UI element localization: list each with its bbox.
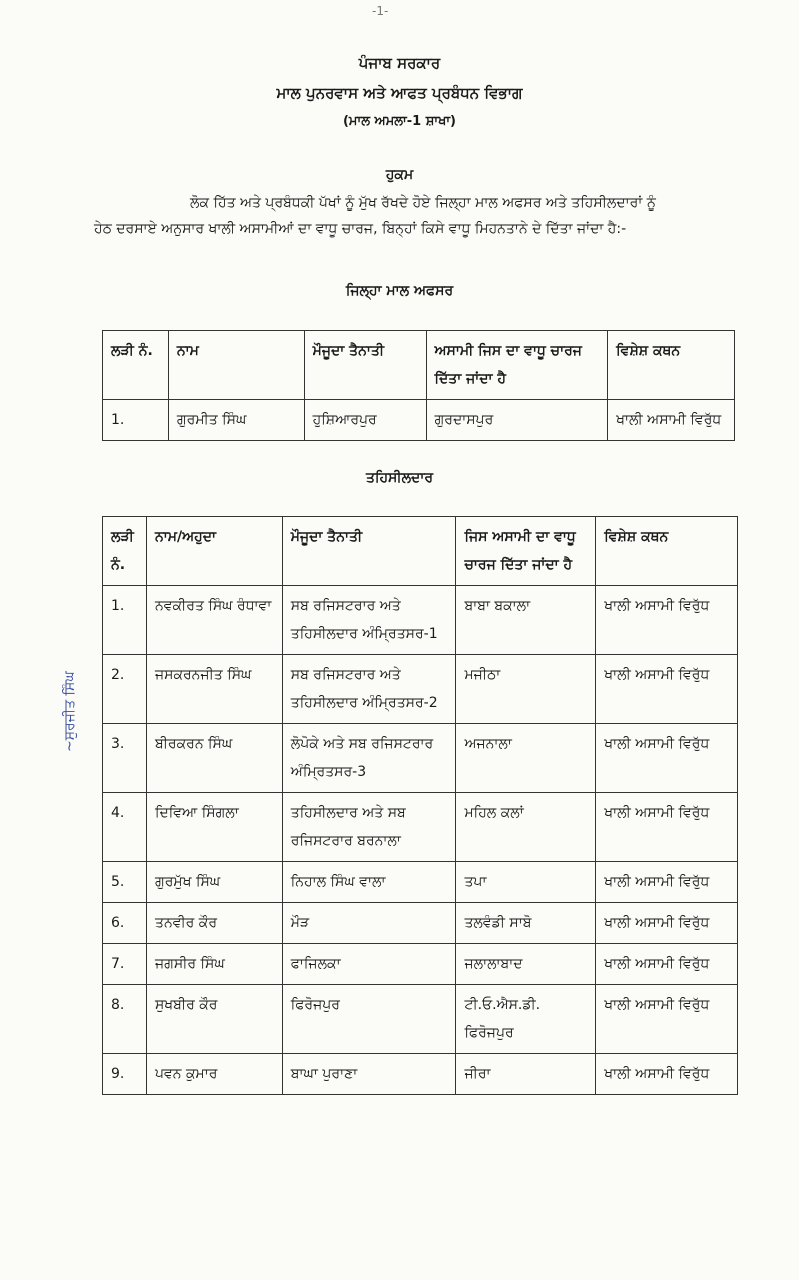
table-cell: 3. [103,724,147,793]
table-cell: ਸਬ ਰਜਿਸਟਰਾਰ ਅਤੇ ਤਹਿਸੀਲਦਾਰ ਅੰਮ੍ਰਿਤਸਰ-2 [282,655,456,724]
header-branch: (ਮਾਲ ਅਮਲਾ-1 ਸ਼ਾਖਾ) [342,114,456,129]
table-cell: 1. [103,586,147,655]
table-cell: ਗੁਰਮੀਤ ਸਿੰਘ [168,400,304,441]
order-title: ਹੁਕਮ [385,167,414,183]
table-cell: ਪਵਨ ਕੁਮਾਰ [146,1054,282,1095]
col-current-posting: ਮੌਜੂਦਾ ਤੈਨਾਤੀ [282,517,456,586]
table-cell: ਖਾਲੀ ਅਸਾਮੀ ਵਿਰੁੱਧ [596,586,738,655]
table-cell: ਸਬ ਰਜਿਸਟਰਾਰ ਅਤੇ ਤਹਿਸੀਲਦਾਰ ਅੰਮ੍ਰਿਤਸਰ-1 [282,586,456,655]
table-cell: ਖਾਲੀ ਅਸਾਮੀ ਵਿਰੁੱਧ [596,655,738,724]
table-cell: ਖਾਲੀ ਅਸਾਮੀ ਵਿਰੁੱਧ [596,1054,738,1095]
table-row [103,862,738,903]
table-cell: ਬਾਬਾ ਬਕਾਲਾ [456,586,596,655]
table-cell: ਜਗਸੀਰ ਸਿੰਘ [146,944,282,985]
table-cell: 6. [103,903,147,944]
table-cell: ਬੀਰਕਰਨ ਸਿੰਘ [146,724,282,793]
table-cell: ਹੁਸ਼ਿਆਰਪੁਰ [304,400,426,441]
tehsildar-table [102,516,738,1095]
page-marker: -1- [372,4,389,18]
table-cell: 4. [103,793,147,862]
table-cell: 2. [103,655,147,724]
col-name: ਨਾਮ [168,331,304,400]
district-revenue-officer-table [102,330,735,441]
table-cell: ਖਾਲੀ ਅਸਾਮੀ ਵਿਰੁੱਧ [608,400,735,441]
table-cell: ਖਾਲੀ ਅਸਾਮੀ ਵਿਰੁੱਧ [596,724,738,793]
header-department: ਮਾਲ ਪੁਨਰਵਾਸ ਅਤੇ ਆਫਤ ਪ੍ਰਬੰਧਨ ਵਿਭਾਗ [276,84,523,102]
table-row [103,985,738,1054]
table-cell: ਫਾਜਿਲਕਾ [282,944,456,985]
table-cell: ਖਾਲੀ ਅਸਾਮੀ ਵਿਰੁੱਧ [596,862,738,903]
table-cell: 7. [103,944,147,985]
header-government: ਪੰਜਾਬ ਸਰਕਾਰ [358,54,441,72]
table-cell: ਟੀ.ਓ.ਐਸ.ਡੀ. ਫਿਰੋਜਪੁਰ [456,985,596,1054]
table-cell: 8. [103,985,147,1054]
table-cell: ਮੌੜ [282,903,456,944]
table-cell: ਦਿਵਿਆ ਸਿੰਗਲਾ [146,793,282,862]
section2-title: ਤਹਿਸੀਲਦਾਰ [365,470,434,486]
handwritten-signature-note: ~ਸੁਰਜੀਤ ਸਿੰਘ [62,671,78,752]
table-cell: ਲੋਪੋਕੇ ਅਤੇ ਸਬ ਰਜਿਸਟਰਾਰ ਅੰਮ੍ਰਿਤਸਰ-3 [282,724,456,793]
table-cell: ਜਸਕਰਨਜੀਤ ਸਿੰਘ [146,655,282,724]
table-row [103,400,735,441]
table-cell: ਜੀਰਾ [456,1054,596,1095]
table-cell: 9. [103,1054,147,1095]
table-cell: ਤਪਾ [456,862,596,903]
col-remarks: ਵਿਸ਼ੇਸ਼ ਕਥਨ [608,331,735,400]
table-cell: ਗੁਰਮੁੱਖ ਸਿੰਘ [146,862,282,903]
table-row [103,655,738,724]
table-cell: ਅਜਨਾਲਾ [456,724,596,793]
table-cell: ਸੁਖਬੀਰ ਕੌਰ [146,985,282,1054]
table-header-row [103,517,738,586]
table-row [103,944,738,985]
table-row [103,1054,738,1095]
col-additional-charge: ਅਸਾਮੀ ਜਿਸ ਦਾ ਵਾਧੂ ਚਾਰਜ ਦਿੱਤਾ ਜਾਂਦਾ ਹੈ [426,331,608,400]
order-body-line2: ਹੇਠ ਦਰਸਾਏ ਅਨੁਸਾਰ ਖਾਲੀ ਅਸਾਮੀਆਂ ਦਾ ਵਾਧੂ ਚਾਰਜ, ਬਿਨ੍ਹਾਂ ਕਿਸੇ ਵਾਧੂ ਮਿਹਨਤਾਨੇ ਦੇ ਦਿੱਤਾ ਜਾਂਦਾ ਹੈ:- [94,221,627,237]
table-cell: ਤਹਿਸੀਲਦਾਰ ਅਤੇ ਸਬ ਰਜਿਸਟਰਾਰ ਬਰਨਾਲਾ [282,793,456,862]
col-additional-charge: ਜਿਸ ਅਸਾਮੀ ਦਾ ਵਾਧੂ ਚਾਰਜ ਦਿੱਤਾ ਜਾਂਦਾ ਹੈ [456,517,596,586]
section1-title: ਜਿਲ੍ਹਾ ਮਾਲ ਅਫਸਰ [345,283,454,299]
table-cell: ਤਲਵੰਡੀ ਸਾਬੋ [456,903,596,944]
table-cell: 1. [103,400,169,441]
col-current-posting: ਮੌਜੂਦਾ ਤੈਨਾਤੀ [304,331,426,400]
table-cell: ਨਿਹਾਲ ਸਿੰਘ ਵਾਲਾ [282,862,456,903]
col-serial: ਲੜੀ ਨੰ. [103,331,169,400]
table-row [103,724,738,793]
table-row [103,793,738,862]
table-cell: ਖਾਲੀ ਅਸਾਮੀ ਵਿਰੁੱਧ [596,903,738,944]
table-cell: ਫਿਰੋਜਪੁਰ [282,985,456,1054]
col-remarks: ਵਿਸ਼ੇਸ਼ ਕਥਨ [596,517,738,586]
table-header-row [103,331,735,400]
table-cell: ਮਜੀਠਾ [456,655,596,724]
order-body-line1: ਲੋਕ ਹਿੱਤ ਅਤੇ ਪ੍ਰਬੰਧਕੀ ਪੱਖਾਂ ਨੂੰ ਮੁੱਖ ਰੱਖਦੇ ਹੋਏ ਜਿਲ੍ਹਾ ਮਾਲ ਅਫਸਰ ਅਤੇ ਤਹਿਸੀਲਦਾਰਾਂ ਨੂੰ [190,195,656,211]
table-cell: 5. [103,862,147,903]
table-cell: ਮਹਿਲ ਕਲਾਂ [456,793,596,862]
col-name-designation: ਨਾਮ/ਅਹੁਦਾ [146,517,282,586]
table-cell: ਬਾਘਾ ਪੁਰਾਣਾ [282,1054,456,1095]
table-cell: ਜਲਾਲਾਬਾਦ [456,944,596,985]
table-row [103,903,738,944]
col-serial: ਲੜੀ ਨੰ. [103,517,147,586]
table-cell: ਖਾਲੀ ਅਸਾਮੀ ਵਿਰੁੱਧ [596,793,738,862]
order-body [94,190,734,242]
table-row [103,586,738,655]
table-cell: ਨਵਕੀਰਤ ਸਿੰਘ ਰੰਧਾਵਾ [146,586,282,655]
table-cell: ਖਾਲੀ ਅਸਾਮੀ ਵਿਰੁੱਧ [596,944,738,985]
table-cell: ਤਨਵੀਰ ਕੌਰ [146,903,282,944]
table-cell: ਗੁਰਦਾਸਪੁਰ [426,400,608,441]
table-cell: ਖਾਲੀ ਅਸਾਮੀ ਵਿਰੁੱਧ [596,985,738,1054]
